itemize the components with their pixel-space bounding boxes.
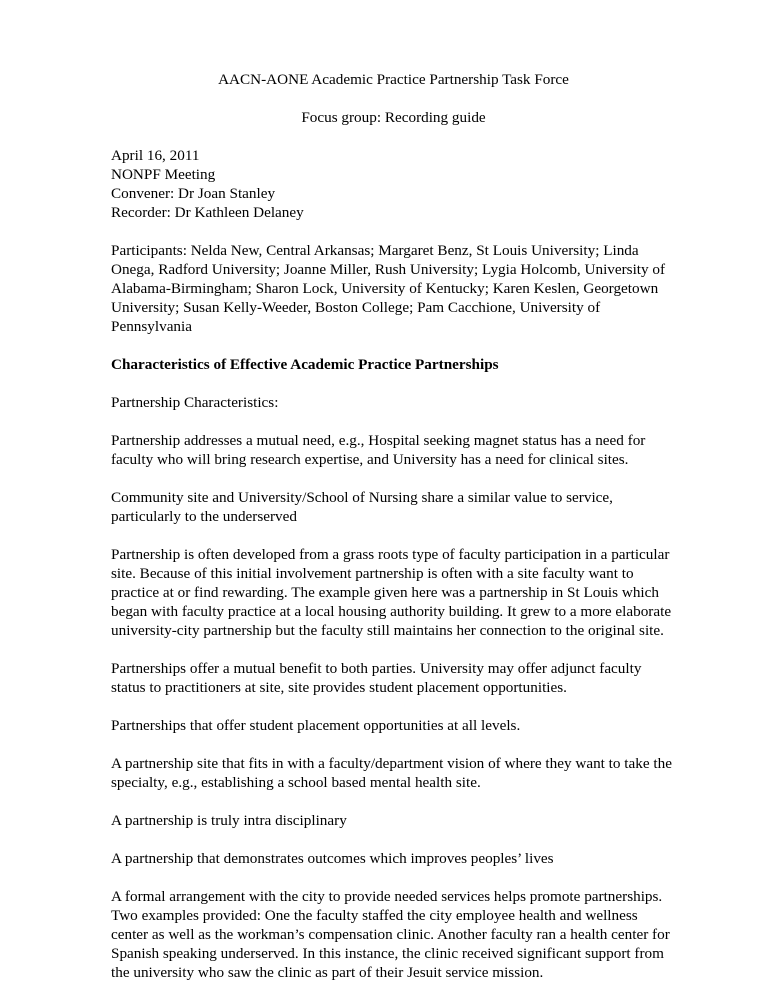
paragraph: A partnership site that fits in with a faculty/department vision of where they want to take the specialty, e.g., establishing a school based mental health site. xyxy=(111,755,672,791)
meeting-name: NONPF Meeting xyxy=(111,166,216,183)
paragraph: A partnership is truly intra disciplinary xyxy=(111,812,347,829)
paragraph: Community site and University/School of Nursing share a similar value to service, particularly to the underserved xyxy=(111,489,613,525)
paragraph: A formal arrangement with the city to provide needed services helps promote partnerships. Two examples provided: One the faculty staffed the city employee health and wellness center as well as the workman’s compensation clinic. Another faculty ran a health center for Spanish speaking underserved. In this instance, the clinic received significant support from the university who saw the clinic as part of their Jesuit service mission. xyxy=(111,888,670,981)
section-heading: Characteristics of Effective Academic Practice Partnerships xyxy=(111,356,499,373)
section-label: Partnership Characteristics: xyxy=(111,394,279,411)
document-title: AACN-AONE Academic Practice Partnership Task Force xyxy=(218,71,569,88)
paragraph: Partnership is often developed from a grass roots type of faculty participation in a particular site. Because of this initial involvement partnership is often with a site faculty want to practice at or find rewarding. The example given here was a partnership in St Louis which began with faculty practice at a local housing authority building. It grew to a more elaborate university-city partnership but the faculty still maintains her connection to the original site. xyxy=(111,546,672,639)
participants-list: Participants: Nelda New, Central Arkansas; Margaret Benz, St Louis University; Linda Onega, Radford University; Joanne Miller, Rush University; Lygia Holcomb, University of Alabama-Birmingham; Sharon Lock, University of Kentucky; Karen Keslen, Georgetown University; Susan Kelly-Weeder, Boston College; Pam Cacchione, University of Pennsylvania xyxy=(111,242,666,335)
meeting-details xyxy=(111,146,676,222)
document-subtitle: Focus group: Recording guide xyxy=(301,109,486,126)
paragraph: A partnership that demonstrates outcomes which improves peoples’ lives xyxy=(111,850,554,867)
meeting-date: April 16, 2011 xyxy=(111,147,200,164)
meeting-recorder: Recorder: Dr Kathleen Delaney xyxy=(111,204,304,221)
paragraph: Partnerships that offer student placement opportunities at all levels. xyxy=(111,717,521,734)
meeting-convener: Convener: Dr Joan Stanley xyxy=(111,185,276,202)
paragraph: Partnerships offer a mutual benefit to both parties. University may offer adjunct faculty status to practitioners at site, site provides student placement opportunities. xyxy=(111,660,642,696)
paragraph: Partnership addresses a mutual need, e.g., Hospital seeking magnet status has a need for faculty who will bring research expertise, and University has a need for clinical sites. xyxy=(111,432,646,468)
